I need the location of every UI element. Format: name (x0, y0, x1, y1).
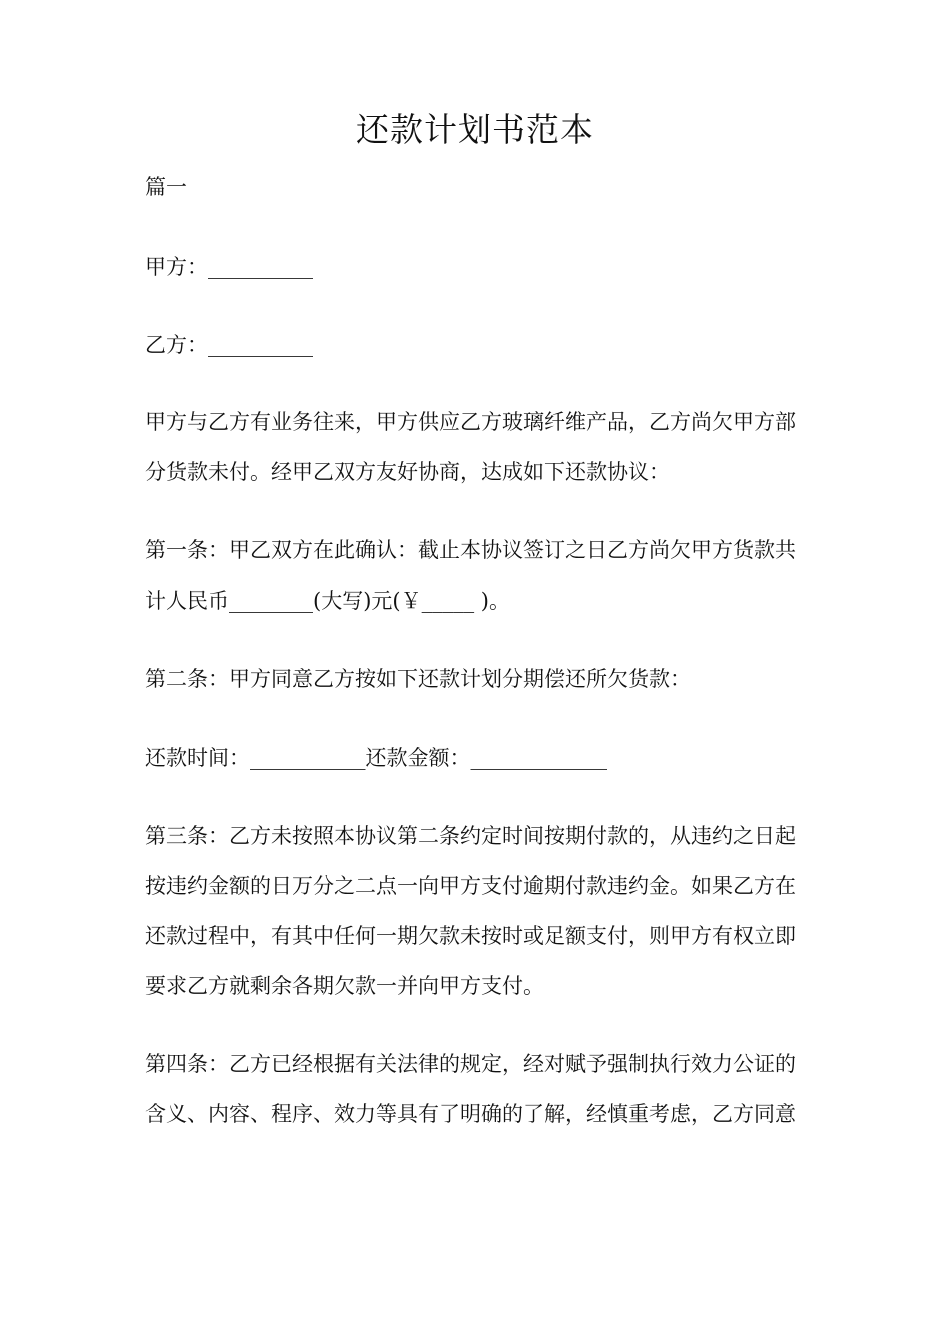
article-4-line-1: 第四条：乙方已经根据有关法律的规定，经对赋予强制执行效力公证的 (145, 1052, 796, 1076)
intro-line-1: 甲方与乙方有业务往来，甲方供应乙方玻璃纤维产品，乙方尚欠甲方部 (145, 410, 796, 434)
article-1-line-2: 计人民币________(大写)元(￥_____ )。 (145, 589, 510, 613)
article-3-line-3: 还款过程中，有其中任何一期欠款未按时或足额支付，则甲方有权立即 (145, 924, 796, 948)
article-3-line-1: 第三条：乙方未按照本协议第二条约定时间按期付款的，从违约之日起 (145, 824, 796, 848)
party-a-line: 甲方：__________ (145, 255, 313, 279)
article-2-line: 第二条：甲方同意乙方按如下还款计划分期偿还所欠货款： (145, 667, 691, 691)
repayment-schedule-line: 还款时间：___________还款金额：_____________ (145, 746, 607, 770)
article-1-line-1: 第一条：甲乙双方在此确认：截止本协议签订之日乙方尚欠甲方货款共 (145, 538, 796, 562)
section-label: 篇一 (145, 175, 187, 199)
intro-line-2: 分货款未付。经甲乙双方友好协商，达成如下还款协议： (145, 460, 670, 484)
article-3-line-4: 要求乙方就剩余各期欠款一并向甲方支付。 (145, 974, 544, 998)
document-title: 还款计划书范本 (356, 110, 594, 149)
article-4-line-2: 含义、内容、程序、效力等具有了明确的了解，经慎重考虑，乙方同意 (145, 1102, 796, 1126)
article-3-line-2: 按违约金额的日万分之二点一向甲方支付逾期付款违约金。如果乙方在 (145, 874, 796, 898)
party-b-line: 乙方：__________ (145, 333, 313, 357)
